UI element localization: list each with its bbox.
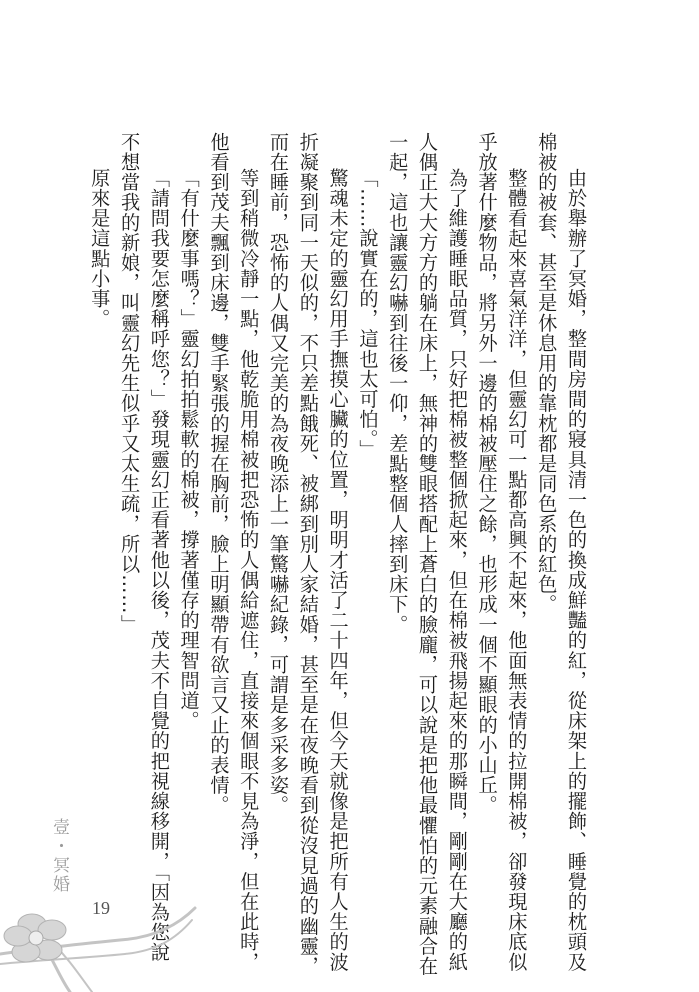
chapter-mark: 壹・冥婚 [49,818,69,894]
paragraph: 人偶正大大方方的躺在床上，無神的雙眼搭配上蒼白的臉龐，可以說是把他最懼怕的元素融合在 [416,132,440,977]
ribbon-flower-ornament [0,868,200,992]
paragraph: 而在睡前，恐怖的人偶又完美的為夜晚添上一筆驚嚇紀錄，可謂是多采多姿。 [267,132,291,816]
paragraph: 由於舉辦了冥婚，整間房間的寢具清一色的換成鮮豔的紅，從床架上的擺飾、睡覺的枕頭及 [565,168,588,973]
paragraph: 不想當我的新娘，叫靈幻先生似乎又太生疏，所以……」 [118,132,142,635]
page-number: 19 [92,898,110,918]
paragraph: 驚魂未定的靈幻用手撫摸心臟的位置，明明才活了二十四年，但今天就像是把所有人生的波 [326,168,350,973]
paragraph: 「請問我要怎麼稱呼您？」發現靈幻正看著他以後，茂夫不自覺的把視線移開，「因為您說 [147,168,171,963]
paragraph: 整體看起來喜氣洋洋，但靈幻可一點都高興不起來，他面無表情的拉開棉被，卻發現床底似 [505,168,529,973]
paragraph: 折凝聚到同一天似的，不只差點餓死、被綁到別人家結婚，甚至是在夜晚看到從沒見過的幽靈， [296,132,320,977]
paragraph: 原來是這點小事。 [88,168,112,330]
paragraph: 一起，這也讓靈幻嚇到往後一仰，差點整個人摔到床下。 [386,132,410,635]
paragraph: 「有什麼事嗎？」靈幻拍拍鬆軟的棉被，撐著僅存的理智問道。 [177,168,201,732]
paragraph: 為了維護睡眠品質，只好把棉被整個掀起來，但在棉被飛揚起來的那瞬間，剛剛在大廳的紙 [445,168,469,973]
paragraph: 「……說實在的，這也太可怕。」 [356,168,380,461]
paragraph: 乎放著什麼物品，將另外一邊的棉被壓住之餘，也形成一個不顯眼的小山丘。 [475,132,499,816]
paragraph: 他看到茂夫飄到床邊，雙手緊張的握在胸前，臉上明顯帶有欲言又止的表情。 [207,132,231,816]
paragraph: 棉被的被套、甚至是休息用的靠枕都是同色系的紅色。 [535,132,559,615]
paragraph: 等到稍微冷靜一點，他乾脆用棉被把恐怖的人偶給遮住，直接來個眼不見為淨，但在此時， [237,168,261,973]
